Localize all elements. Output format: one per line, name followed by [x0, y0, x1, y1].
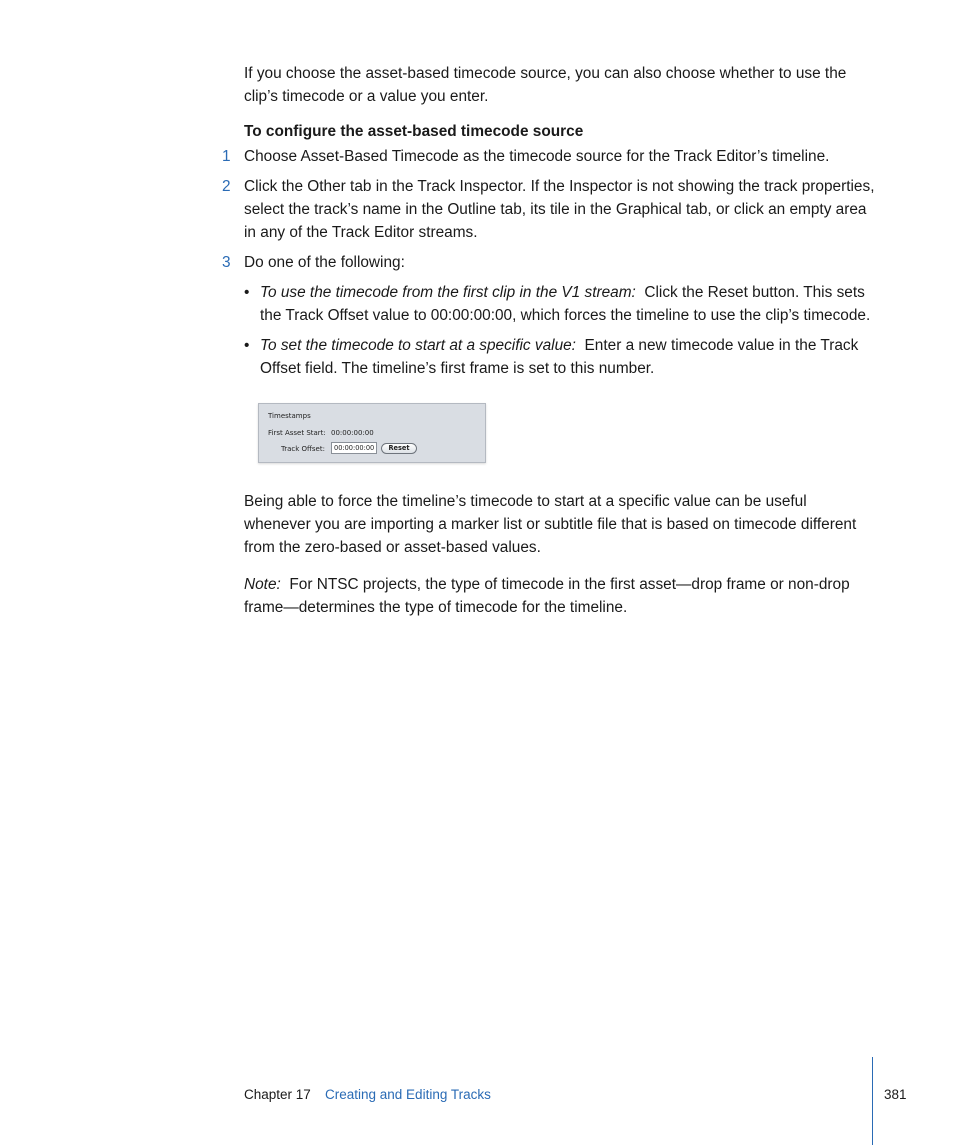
track-offset-field[interactable]: 00:00:00:00 [331, 442, 377, 454]
panel-title: Timestamps [268, 412, 311, 420]
footer-chapter: Chapter 17 [244, 1087, 311, 1102]
bullet-icon: • [244, 284, 250, 301]
bullet-icon: • [244, 337, 250, 354]
step-text: Click the Other tab in the Track Inspector. If the Inspector is not showing the track properties, select the track’s name in the Outline tab, its tile in the Graphical tab, or click an empty area in any of the Track Editor streams. [244, 178, 875, 241]
bullet-lead: To use the timecode from the first clip in the V1 stream: [260, 284, 636, 301]
first-asset-start-label: First Asset Start: [268, 429, 326, 437]
track-offset-label: Track Offset: [281, 445, 325, 453]
reset-button[interactable]: Reset [381, 443, 417, 454]
timestamps-panel-screenshot [258, 403, 486, 463]
bullet-text: Enter a new timecode value in the Track Offset field. The timeline’s first frame is set to this number. [260, 337, 859, 377]
footer-divider [872, 1057, 873, 1145]
step-text: Choose Asset-Based Timecode as the timecode source for the Track Editor’s timeline. [244, 148, 830, 165]
body-paragraph: Being able to force the timeline’s timecode to start at a specific value can be useful whenever you are importing a marker list or subtitle file that is based on timecode different from the zero-based or asset-based values. [244, 493, 857, 556]
note-label: Note: [244, 576, 281, 593]
bullet-lead: To set the timecode to start at a specific value: [260, 337, 576, 354]
note-text: For NTSC projects, the type of timecode in the first asset—drop frame or non-drop frame—determines the type of timecode for the timeline. [244, 576, 850, 616]
task-heading: To configure the asset-based timecode source [244, 123, 584, 140]
bullet-text: Click the Reset button. This sets the Track Offset value to 00:00:00:00, which forces the timeline to use the clip’s timecode. [260, 284, 871, 324]
step-text: Do one of the following: [244, 254, 405, 271]
intro-paragraph: If you choose the asset-based timecode source, you can also choose whether to use the clip’s timecode or a value you enter. [244, 65, 847, 105]
step-number: 1 [222, 148, 231, 165]
page-number: 381 [884, 1087, 907, 1102]
step-number: 2 [222, 178, 231, 195]
first-asset-start-value: 00:00:00:00 [331, 429, 374, 437]
step-number: 3 [222, 254, 231, 271]
note-paragraph [244, 573, 876, 619]
footer-chapter-title: Creating and Editing Tracks [325, 1087, 491, 1102]
